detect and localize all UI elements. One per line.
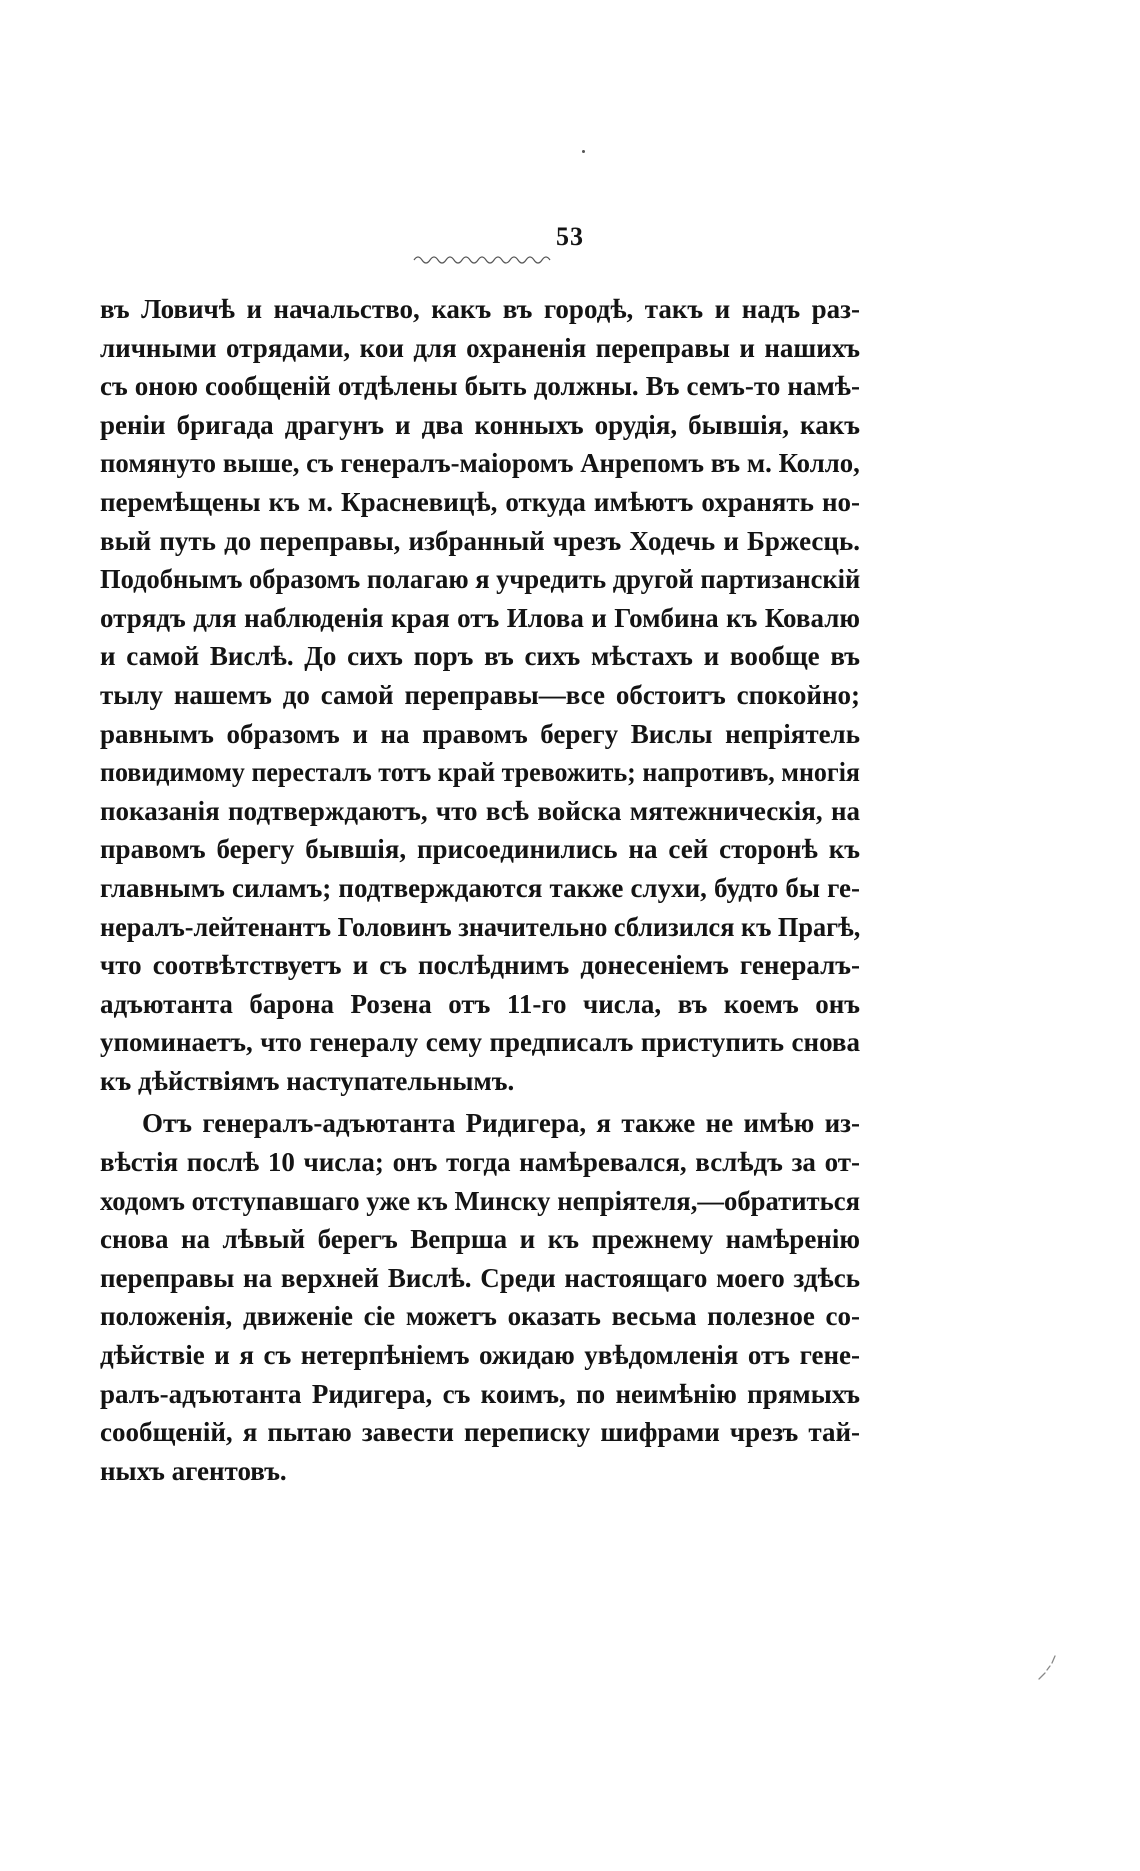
text-line: ходомъ отступавшаго уже къ Минску непріятеля,—обратиться	[100, 1185, 860, 1216]
text-line: личными отрядами, кои для охраненія переправы и нашихъ	[100, 332, 860, 363]
text-line: отрядъ для наблюденія края отъ Илова и Гомбина къ Ковалю	[100, 602, 860, 633]
page-number-ornament	[412, 253, 554, 265]
text-line: положенія, движеніе сіе можетъ оказать весьма полезное со-	[100, 1301, 860, 1332]
text-line: нералъ-лейтенантъ Головинъ значительно сблизился къ Прагѣ,	[100, 911, 861, 942]
paragraph	[100, 290, 860, 1100]
text-line: главнымъ силамъ; подтверждаются также слухи, будто бы ге-	[100, 872, 860, 903]
paragraph	[100, 1104, 860, 1490]
text-line: реніи бригада драгунъ и два конныхъ орудія, бывшія, какъ	[100, 409, 860, 440]
text-line: упоминаетъ, что генералу сему предписалъ приступить снова	[100, 1027, 860, 1058]
text-line: Подобнымъ образомъ полагаю я учредить другой партизанскій	[100, 564, 861, 595]
text-line: показанія подтверждаютъ, что всѣ войска мятежническія, на	[100, 795, 860, 826]
text-line: вѣстія послѣ 10 числа; онъ тогда намѣревался, вслѣдъ за от-	[100, 1147, 860, 1178]
text-line: адъютанта барона Розена отъ 11-го числа, въ коемъ онъ	[100, 988, 860, 1019]
text-line: и самой Вислѣ. До сихъ поръ въ сихъ мѣстахъ и вообще въ	[100, 641, 860, 672]
text-line: повидимому пересталъ тотъ край тревожить; напротивъ, многія	[100, 757, 860, 788]
text-line: Отъ генералъ-адъютанта Ридигера, я также не имѣю из-	[142, 1108, 860, 1139]
page-number: 53	[556, 222, 584, 251]
text-line: снова на лѣвый берегъ Вепрша и къ прежнему намѣренію	[100, 1224, 860, 1255]
text-line: ралъ-адъютанта Ридигера, съ коимъ, по неимѣнію прямыхъ	[100, 1378, 860, 1409]
text-line: ныхъ агентовъ.	[100, 1455, 287, 1486]
text-line: дѣйствіе и я съ нетерпѣніемъ ожидаю увѣдомленія отъ гене-	[100, 1340, 860, 1371]
text-line: вый путь до переправы, избранный чрезъ Ходечь и Бржесць.	[100, 525, 860, 556]
text-line: правомъ берегу бывшія, присоединились на сей сторонѣ къ	[100, 834, 860, 865]
text-line: съ оною сообщеній отдѣлены быть должны. Въ семъ-то намѣ-	[100, 371, 860, 402]
text-line: въ Ловичѣ и начальство, какъ въ городѣ, такъ и надъ раз-	[100, 294, 860, 324]
paper-speck	[582, 150, 585, 153]
text-line: тылу нашемъ до самой переправы—все обстоитъ спокойно;	[100, 679, 860, 710]
text-line: равнымъ образомъ и на правомъ берегу Вислы непріятель	[100, 718, 860, 749]
text-line: перемѣщены къ м. Красневицѣ, откуда имѣютъ охранять но-	[100, 486, 860, 517]
body-text	[100, 290, 860, 1490]
text-line: помянуто выше, съ генералъ-маіоромъ Анрепомъ въ м. Колло,	[100, 448, 860, 479]
text-line: сообщеній, я пытаю завести переписку шифрами чрезъ тай-	[100, 1417, 860, 1448]
margin-pencil-mark	[1036, 1652, 1058, 1682]
text-line: къ дѣйствіямъ наступательнымъ.	[100, 1065, 515, 1096]
text-line: что соотвѣтствуетъ и съ послѣднимъ донесеніемъ генералъ-	[100, 950, 860, 981]
text-line: переправы на верхней Вислѣ. Среди настоящаго моего здѣсь	[100, 1262, 860, 1293]
